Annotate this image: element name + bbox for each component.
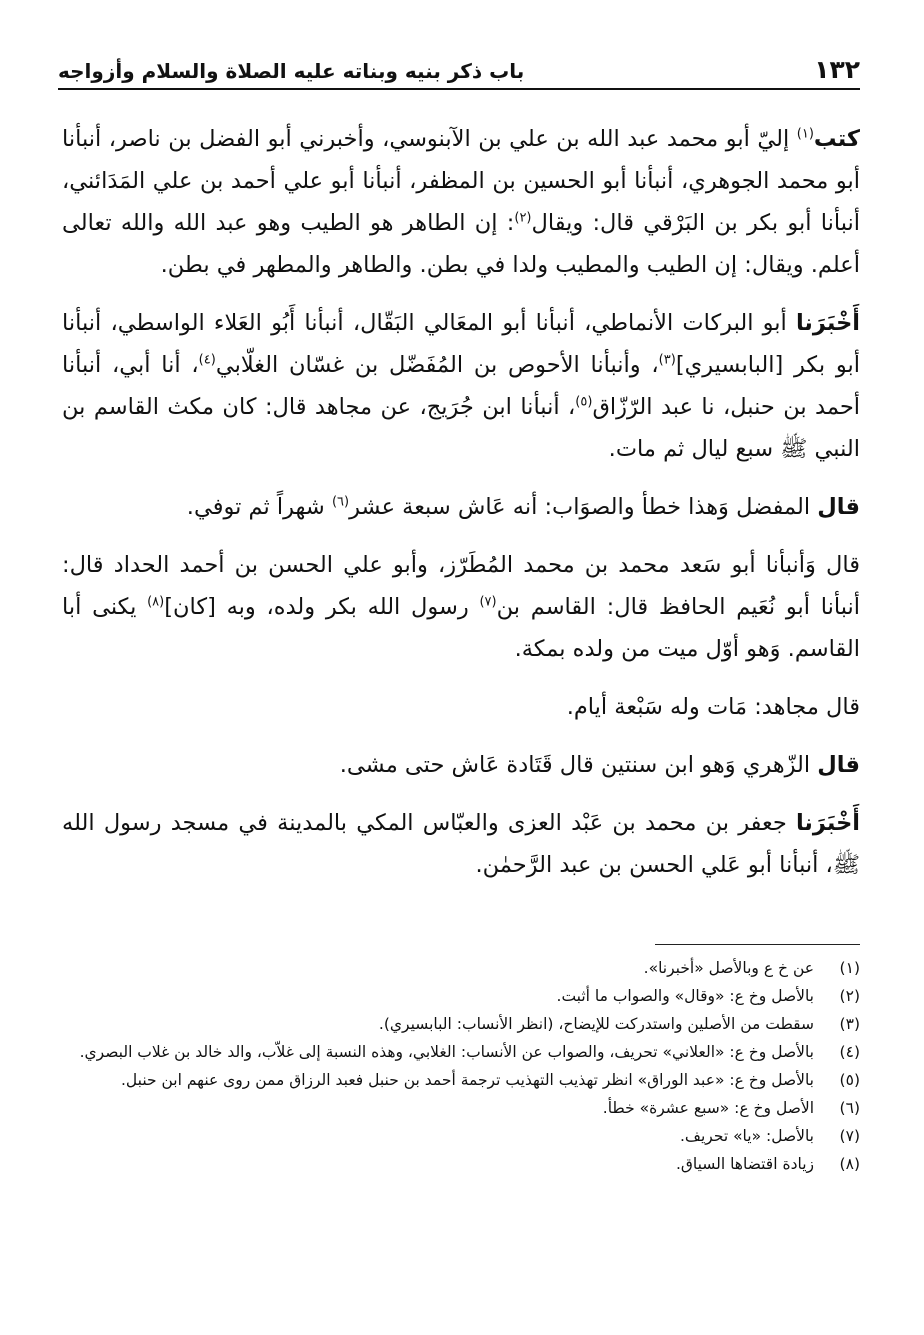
- text-run: قال وَأنبأنا أبو سَعد محمد بن محمد المُطَرّز، وأبو علي الحسن بن أحمد الحداد قال: أنبأنا أبو نُعَيم الحافظ قال: القاسم بن: [62, 552, 861, 620]
- chapter-title: باب ذكر بنيه وبناته عليه الصلاة والسلام وأزواجه: [58, 59, 525, 83]
- footnote-number: (٥): [839, 1071, 860, 1089]
- footnote-marker: (٦): [331, 494, 350, 510]
- paragraph: [62, 802, 860, 886]
- footnote-marker: (٧): [479, 594, 497, 610]
- text-run: : إن الطاهر هو الطيب وهو عبد الله والله تعالى أعلم. ويقال: إن الطيب والمطيب ولدا في بطن. والطاهر والمطهر في بطن.: [62, 210, 860, 278]
- paragraph: [62, 118, 860, 286]
- footnotes-list: [62, 954, 860, 1178]
- keyword: أَخْبَرَنا: [795, 810, 860, 836]
- text-run: جعفر بن محمد بن عَبْد العزى والعبّاس المكي بالمدينة في مسجد رسول الله ﷺ، أنبأنا أبو عَلي الحسن بن عبد الرَّحمٰن.: [62, 810, 860, 878]
- footnote-marker: (٥): [575, 394, 593, 410]
- text-run: المفضل وَهذا خطأ والصوَاب: أنه عَاش سبعة عشر: [349, 494, 818, 520]
- text-run: رسول الله بكر ولده، وبه [كان]: [164, 594, 480, 620]
- footnote: [62, 1066, 860, 1094]
- text-run: يكنى أبا القاسم. وَهو أوّل ميت من ولده بمكة.: [62, 594, 860, 662]
- footnote-text: بالأصل وخ ع: «عبد الوراق» انظر تهذيب التهذيب ترجمة أحمد بن حنبل فعبد الرزاق ممن روى عنهم ابن حنبل.: [120, 1071, 814, 1089]
- footnote-number: (١): [839, 959, 860, 977]
- footnote-marker: (٨): [147, 594, 165, 610]
- text-run: إليّ أبو محمد عبد الله بن علي بن الآبنوسي، وأخبرني أبو الفضل بن ناصر، أنبأنا أبو محمد الجوهري، أنبأنا أبو الحسين بن المظفر، أنبأنا أبو علي أحمد بن علي المَدَائني، أنبأنا أبو بكر بن البَرْقي قال: ويقال: [62, 126, 861, 236]
- text-run: أبو البركات الأنماطي، أنبأنا أبو المعَالي البَقّال، أنبأنا أَبُو العَلاء الواسطي، أنبأنا أبو بكر [البابسيري]: [62, 310, 860, 378]
- footnote-text: بالأصل وخ ع: «العلاني» تحريف، والصواب عن الأنساب: الغلابي، وهذه النسبة إلى غلاّب، والد خالد بن غلاب البصري.: [79, 1043, 814, 1061]
- footnote-number: (٧): [839, 1127, 860, 1145]
- keyword: أَخْبَرَنا: [795, 310, 860, 336]
- footnote-separator: [655, 944, 860, 945]
- footnote-marker: (٣): [658, 352, 676, 368]
- footnote: [62, 1150, 860, 1178]
- paragraph: [62, 686, 860, 728]
- footnote: [62, 1094, 860, 1122]
- text-run: ، وأنبأنا الأحوص بن المُفَضّل بن غسّان الغلّابي: [215, 352, 659, 378]
- footnote-marker: (٤): [198, 352, 216, 368]
- footnote-text: بالأصل وخ ع: «وقال» والصواب ما أثبت.: [556, 987, 814, 1005]
- paragraph: [62, 486, 860, 528]
- footnote: [62, 954, 860, 982]
- page-number: ١٣٢: [814, 55, 860, 84]
- text-run: قال مجاهد: مَات وله سَبْعة أيام.: [566, 694, 860, 720]
- text-run: ، أنا أبي، أنبأنا أحمد بن حنبل، نا عبد الرّزّاق: [62, 352, 860, 420]
- footnote-number: (٦): [839, 1099, 860, 1117]
- keyword: قال: [817, 752, 860, 778]
- footnote-marker: (١): [796, 126, 814, 142]
- footnote-number: (٣): [839, 1015, 860, 1033]
- footnote-marker: (٢): [514, 210, 532, 226]
- footnote-text: عن خ ع وبالأصل «أخبرنا».: [643, 959, 814, 977]
- keyword: قال: [817, 494, 860, 520]
- footnote-number: (٢): [839, 987, 860, 1005]
- footnote: [62, 1010, 860, 1038]
- footnote-text: سقطت من الأصلين واستدركت للإيضاح، (انظر الأنساب: البابسيري).: [378, 1015, 814, 1033]
- footnote-text: بالأصل: «يا» تحريف.: [679, 1127, 814, 1145]
- footnote-text: الأصل وخ ع: «سبع عشرة» خطأ.: [602, 1099, 814, 1117]
- text-run: الزّهري وَهو ابن سنتين قال قَتَادة عَاش حتى مشى.: [339, 752, 818, 778]
- running-header: [58, 52, 860, 90]
- main-text: [62, 118, 860, 886]
- footnote: [62, 1038, 860, 1066]
- keyword: كتب: [813, 126, 860, 152]
- footnote: [62, 1122, 860, 1150]
- text-run: ، أنبأنا ابن جُرَيج، عن مجاهد قال: كان مكث القاسم بن النبي ﷺ سبع ليال ثم مات.: [62, 394, 860, 462]
- paragraph: [62, 744, 860, 786]
- footnote-number: (٨): [839, 1155, 860, 1173]
- footnote: [62, 982, 860, 1010]
- paragraph: [62, 302, 860, 470]
- paragraph: [62, 544, 860, 670]
- footnote-text: زيادة اقتضاها السياق.: [675, 1155, 814, 1173]
- text-run: شهراً ثم توفي.: [186, 494, 332, 520]
- footnote-number: (٤): [839, 1043, 860, 1061]
